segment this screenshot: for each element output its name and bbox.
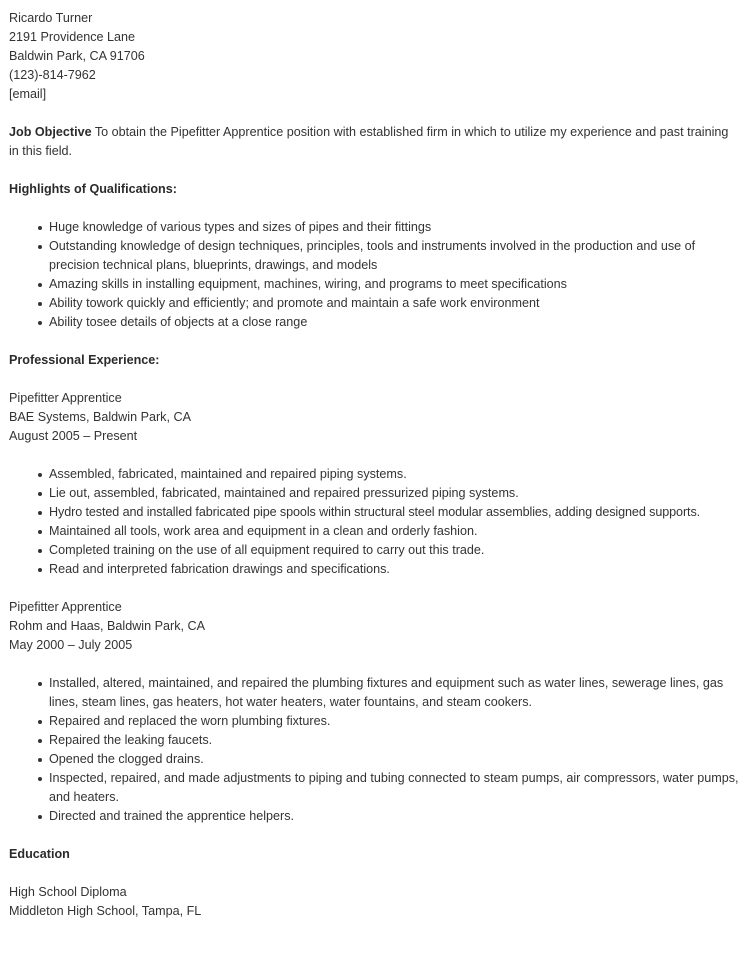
list-item: Repaired and replaced the worn plumbing fixtures. bbox=[49, 712, 740, 731]
list-item: Directed and trained the apprentice helpers. bbox=[49, 807, 740, 826]
list-item: Completed training on the use of all equipment required to carry out this trade. bbox=[49, 541, 740, 560]
objective-text: To obtain the Pipefitter Apprentice position with established firm in which to utilize my experience and past training in this field. bbox=[9, 125, 729, 158]
list-item: Hydro tested and installed fabricated pipe spools within structural steel modular assemblies, adding designed supports. bbox=[49, 503, 740, 522]
experience-heading: Professional Experience: bbox=[9, 353, 160, 367]
job-title: Pipefitter Apprentice bbox=[9, 600, 122, 614]
list-item: Lie out, assembled, fabricated, maintained and repaired pressurized piping systems. bbox=[49, 484, 740, 503]
job-entry bbox=[9, 389, 740, 446]
list-item: Read and interpreted fabrication drawings and specifications. bbox=[49, 560, 740, 579]
education-degree: High School Diploma bbox=[9, 885, 127, 899]
job-company: Rohm and Haas, Baldwin Park, CA bbox=[9, 619, 205, 633]
contact-email: [email] bbox=[9, 87, 47, 101]
list-item: Installed, altered, maintained, and repaired the plumbing fixtures and equipment such as water lines, sewerage lines, gas lines, steam lines, gas heaters, hot water heaters, water fountains, and steam cookers. bbox=[49, 674, 740, 712]
objective-label: Job Objective bbox=[9, 125, 92, 139]
job-company: BAE Systems, Baldwin Park, CA bbox=[9, 410, 191, 424]
job-duties-list bbox=[9, 465, 740, 579]
education-entry bbox=[9, 883, 740, 921]
contact-name: Ricardo Turner bbox=[9, 11, 93, 25]
contact-phone: (123)-814-7962 bbox=[9, 68, 96, 82]
highlights-heading: Highlights of Qualifications: bbox=[9, 182, 177, 196]
list-item: Huge knowledge of various types and sizes of pipes and their fittings bbox=[49, 218, 740, 237]
objective bbox=[9, 123, 740, 161]
list-item: Amazing skills in installing equipment, machines, wiring, and programs to meet specifications bbox=[49, 275, 740, 294]
list-item: Outstanding knowledge of design techniques, principles, tools and instruments involved in the production and use of precision technical plans, blueprints, drawings, and models bbox=[49, 237, 740, 275]
contact-street: 2191 Providence Lane bbox=[9, 30, 136, 44]
job-title: Pipefitter Apprentice bbox=[9, 391, 122, 405]
job-entry bbox=[9, 598, 740, 655]
contact-city: Baldwin Park, CA 91706 bbox=[9, 49, 145, 63]
job-dates: August 2005 – Present bbox=[9, 429, 138, 443]
list-item: Ability tosee details of objects at a close range bbox=[49, 313, 740, 332]
highlights-list bbox=[9, 218, 740, 332]
list-item: Ability towork quickly and efficiently; and promote and maintain a safe work environment bbox=[49, 294, 740, 313]
list-item: Opened the clogged drains. bbox=[49, 750, 740, 769]
list-item: Inspected, repaired, and made adjustments to piping and tubing connected to steam pumps, air compressors, water pumps, and heaters. bbox=[49, 769, 740, 807]
job-duties-list bbox=[9, 674, 740, 826]
list-item: Maintained all tools, work area and equipment in a clean and orderly fashion. bbox=[49, 522, 740, 541]
education-school: Middleton High School, Tampa, FL bbox=[9, 904, 202, 918]
list-item: Repaired the leaking faucets. bbox=[49, 731, 740, 750]
contact-block bbox=[9, 9, 740, 104]
education-heading: Education bbox=[9, 847, 70, 861]
job-dates: May 2000 – July 2005 bbox=[9, 638, 133, 652]
list-item: Assembled, fabricated, maintained and repaired piping systems. bbox=[49, 465, 740, 484]
resume bbox=[9, 9, 740, 921]
